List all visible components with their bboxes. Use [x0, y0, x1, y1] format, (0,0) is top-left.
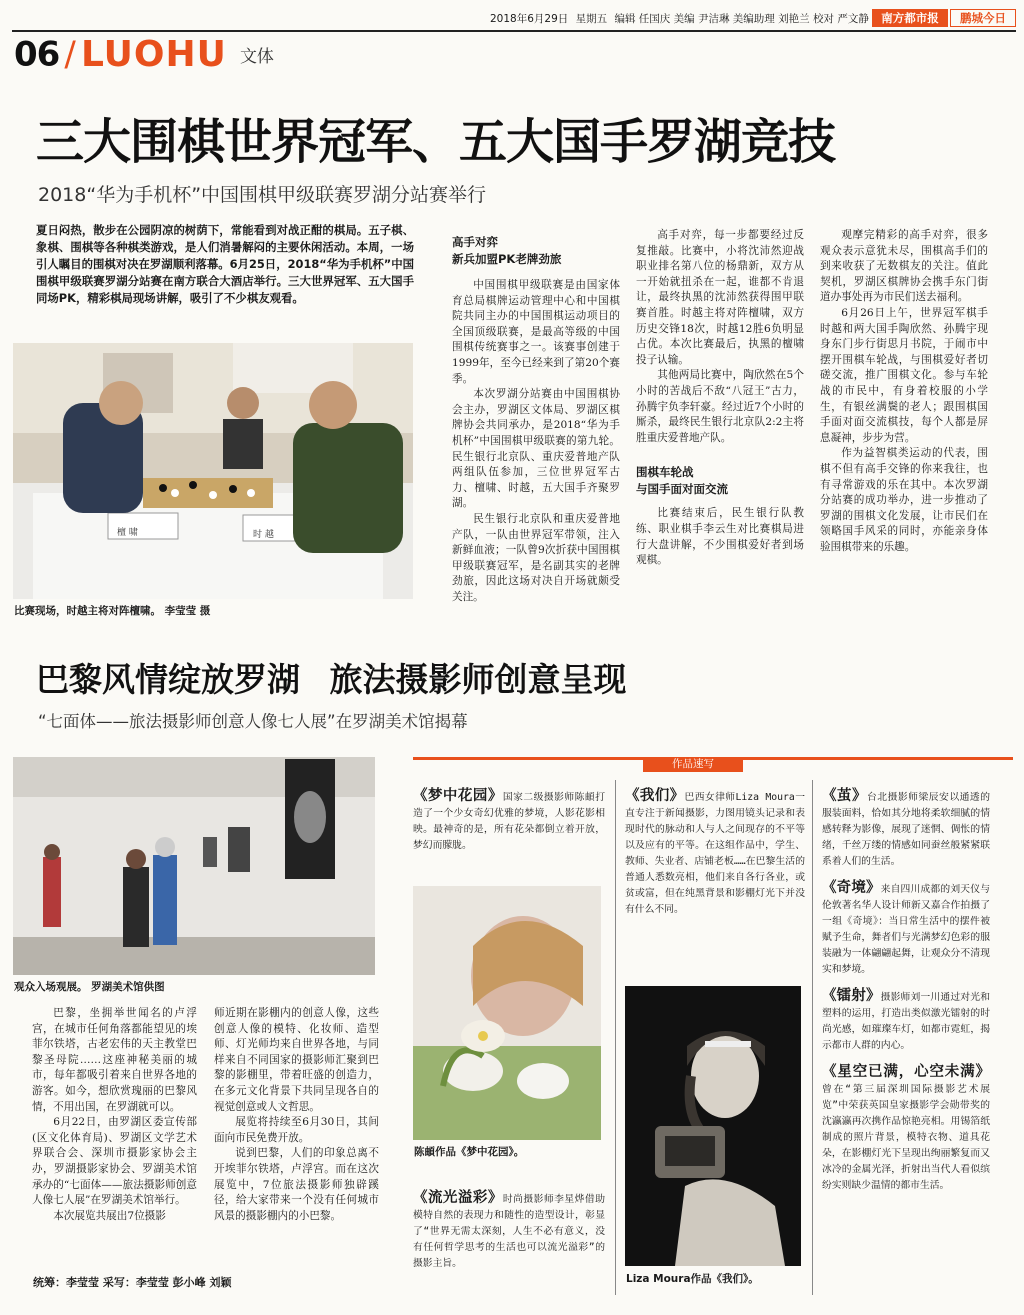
story2-subheadline: “七面体——旅法摄影师创意人像七人展”在罗湖美术馆揭幕	[38, 712, 468, 731]
section-subname: 文体	[239, 47, 274, 67]
us-photo	[625, 986, 801, 1266]
dream-garden-illustration	[413, 886, 601, 1140]
story2-col2	[214, 1006, 379, 1224]
story1-col4-p2: 6月26日上午，世界冠军棋手时越和两大国手陶欣然、孙腾宇现身东门步行街思月书院，于闹市中摆开围棋车轮战，与围棋爱好者切磋交流，推广围棋文化。参与车轮战的市民中，有身着校服的小学生，有银丝满鬓的老人；跟围棋国手面对面交流棋技，每个人都是屏息凝神，步步为营。	[820, 306, 988, 444]
story1-col2-p1: 中国围棋甲级联赛是由国家体育总局棋牌运动管理中心和中国棋院共同主办的中国围棋运动项目的全国顶级联赛，是最高等级的中国围棋传统赛事之一。该赛事创建于1999年，至今已经来到了第20个赛季。	[452, 279, 620, 385]
story1-col4	[820, 228, 988, 555]
works-banner-label: 作品速写	[672, 758, 714, 770]
subhead-b-line2: 与国手面对面交流	[636, 482, 728, 497]
story2-credits: 统筹：李莹莹 采写：李莹莹 彭小峰 刘颖	[33, 1276, 232, 1289]
work-flowing-light	[413, 1190, 605, 1272]
works-divider-1	[615, 780, 616, 1295]
paper-logo	[872, 9, 948, 27]
work-flowing-light-title: 《流光溢彩》	[413, 1190, 503, 1206]
work-cocoon	[822, 788, 990, 870]
works-banner	[643, 757, 743, 772]
story1-lead: 夏日闷热，散步在公园阴凉的树荫下，常能看到对战正酣的棋局。五子棋、象棋、围棋等各种棋类游戏，是人们消暑解闷的主要休闲活动。本周，一场引人瞩目的围棋对决在罗湖顺利落幕。6月25日，2018“华为手机杯”中国围棋甲级联赛罗湖分站赛在南方联合大酒店举行。三大世界冠军、五大国手同场PK，精彩棋局现场讲解，吸引了不少棋友观看。	[36, 223, 415, 305]
subhead-a-line2: 新兵加盟PK老牌劲旅	[452, 252, 562, 266]
work-starry-sky-desc: 曾在“第三届深圳国际摄影艺术展览”中荣获英国皇家摄影学会勋带奖的沈瀛瀛再次携作品惊艳亮相。用锡箔纸制成的照片背景，模特衣物、道具花朵，在影棚灯光下呈现出绚丽繁复而又冰冷的金属光泽，折射出当代人看似缤纷实则缺少温情的都市生活。	[822, 1084, 990, 1191]
gallery-photo	[13, 757, 375, 975]
work-cocoon-desc: 台北摄影师梁辰安以通透的服装面料，恰如其分地将柔软细腻的情感转释为影像，展现了迷惘、倜怅的情绪，千丝万缕的情感如同蚕丝般紧紧联系着人们的生活。	[822, 792, 991, 867]
go-photo-caption: 比赛现场，时越主将对阵檀啸。 李莹莹 摄	[14, 605, 211, 617]
story1-col3-p1: 高手对弈，每一步都要经过反复推敲。比赛中，小将沈沛然迎战职业排名第八位的杨鼎新，双方从一开始就扭杀在一起，谁都不肯退让，最终执黑的沈沛然获得围甲联赛首胜。时越主将对阵檀啸，双方历史交锋18次，时越12胜6负明显占优。本次比赛最后，执黑的檀啸投子认输。	[636, 229, 804, 366]
work-us-title: 《我们》	[625, 788, 685, 804]
story1-col3-p3: 比赛结束后，民生银行队教练、职业棋手李云生对比赛棋局进行大盘讲解，不少围棋爱好者到场观棋。	[636, 507, 804, 567]
work-wonderland	[822, 880, 990, 978]
story2-p1: 巴黎，坐拥举世闻名的卢浮宫，在城市任何角落都能望见的埃菲尔铁塔，古老宏伟的天主教堂巴黎圣母院……这座神秘美丽的城市，每年都吸引着来自世界各地的游客。如今，想欣赏瑰丽的巴黎风情，不用出国，在罗湖就可以。	[32, 1007, 197, 1113]
section-slash: /	[64, 34, 76, 75]
gallery-illustration	[13, 757, 375, 975]
page-number: 06	[14, 34, 60, 75]
dream-garden-photo	[413, 886, 601, 1140]
work-flowing-light-desc: 时尚摄影师李星烨借助模特自然的表现力和随性的造型设计，彰显了“世界无需太深刻，人生不必有意义，没有任何哲学思考的生活也可以流光溢彩”的摄影主旨。	[413, 1194, 605, 1269]
paper-name: 南方都市报	[881, 11, 939, 25]
work-us	[625, 788, 805, 918]
us-caption: Liza Moura作品《我们》。	[626, 1273, 759, 1285]
section-header	[14, 34, 274, 78]
story1-col2	[452, 234, 620, 605]
story1-headline: 三大围棋世界冠军、五大国手罗湖竞技	[36, 114, 836, 170]
story1-subheadline: 2018“华为手机杯”中国围棋甲级联赛罗湖分站赛举行	[38, 184, 487, 206]
edition-logo	[950, 9, 1016, 27]
masthead-info	[490, 11, 869, 26]
story2-headline: 巴黎风情绽放罗湖 旅法摄影师创意呈现	[36, 660, 627, 699]
section-name: LUOHU	[80, 34, 227, 75]
work-starry-sky-title: 《星空已满，心空未满》	[822, 1064, 990, 1080]
work-us-desc: 巴西女律师Liza Moura一直专注于新闻摄影，力图用镜头记录和表现时代的脉动和人与人之间现存的不平等以及应有的平等。在这组作品中，学生、教师、失业者、店铺老板……在巴黎生活的普通人悉数亮相，他们来自各行各业，或贫或富，但在纯黑背景和影棚灯光下并没有什么不同。	[625, 792, 806, 915]
work-wonderland-desc: 来自四川成都的刘天仪与伦敦著名华人设计师新又嘉合作拍摄了一组《奇境》：当日常生活中的摆件被赋予生命，舞者们与光满梦幻色彩的服装融为一体翩翩起舞，让观众分不清现实和梦境。	[822, 884, 991, 975]
story1-col3	[636, 228, 804, 569]
go-match-illustration	[13, 343, 413, 599]
work-laser	[822, 988, 990, 1054]
us-illustration	[625, 986, 801, 1266]
work-cocoon-title: 《茧》	[822, 788, 867, 804]
story1-col4-p3: 作为益智棋类运动的代表，围棋不但有高手交锋的你来我往，也有寻常游戏的乐在其中。本次罗湖分站赛的成功举办，进一步推动了罗湖的围棋文化发展，让市民们在领略国手风采的同时，亦能亲身体验围棋带来的乐趣。	[820, 447, 988, 553]
edition-name: 鹏城今日	[960, 11, 1006, 25]
story1-col2-p2: 本次罗湖分站赛由中国围棋协会主办，罗湖区文体局、罗湖区棋牌协会共同承办，是2018“华为手机杯”中国围棋甲级联赛的第九轮。民生银行北京队、重庆爱普地产队两组队伍参加，三位世界冠军古力、檀啸、时越，五大国手齐聚罗湖。	[452, 388, 620, 510]
work-laser-title: 《镭射》	[822, 988, 881, 1004]
nameplate-left: 檀 啸	[117, 528, 138, 538]
story2-p5: 展览将持续至6月30日，其间面向市民免费开放。	[214, 1116, 379, 1144]
work-starry-sky	[822, 1064, 990, 1194]
subhead-b-line1: 围棋车轮战	[636, 465, 694, 480]
masthead-bar	[0, 6, 1024, 30]
works-divider-2	[812, 780, 813, 1295]
story2-col1	[32, 1006, 197, 1224]
story1-col3-p2: 其他两局比赛中，陶欣然在5个小时的苦战后不敌“八冠王”古力，孙腾宇负李轩豪。经过近7个小时的厮杀，最终民生银行北京队2:2主将胜重庆爱普地产队。	[636, 369, 804, 444]
subhead-a-line1: 高手对弈	[452, 235, 498, 249]
works-col3	[822, 788, 990, 1194]
story1-col4-p1: 观摩完精彩的高手对弈，很多观众表示意犹未尽，围棋高手们的到来收获了无数棋友的关注。值此契机，罗湖区棋牌协会携手东门街道办事处再为市民们送去福利。	[820, 229, 988, 304]
story2-p4: 师近期在影棚内的创意人像，这些创意人像的模特、化妆师、造型师、灯光师均来自世界各地，与同样来自不同国家的摄影师汇聚到巴黎的影棚里，带着旺盛的创造力，在多元文化背景下共同呈现各自的视觉创意或人文哲思。	[214, 1007, 379, 1113]
work-dream-garden-desc: 国家二级摄影师陈頔打造了一个少女奇幻优雅的梦境，人影花影相映。最神奇的是，所有花朵都倒立着开放，梦幻而朦胧。	[413, 792, 605, 851]
story2-p2: 6月22日，由罗湖区委宣传部(区文化体育局)、罗湖区文学艺术界联合会、深圳市摄影家协会主办，罗湖摄影家协会、罗湖美术馆承办的“七面体——旅法摄影师创意人像七人展”在罗湖美术馆举行。	[32, 1116, 197, 1207]
dream-garden-caption: 陈頔作品《梦中花园》。	[414, 1146, 525, 1158]
issue-weekday: 星期五	[575, 13, 608, 25]
work-wonderland-title: 《奇境》	[822, 880, 881, 896]
masthead-rule	[12, 30, 1016, 32]
story2-p6: 说到巴黎，人们的印象总离不开埃菲尔铁塔，卢浮宫。而在这次展览中，7位旅法摄影师独辟蹊径，给大家带来一个没有任何城市风景的摄影棚内的小巴黎。	[214, 1147, 379, 1222]
story1-col2-p3: 民生银行北京队和重庆爱普地产队，一队由世界冠军带领，注入新鲜血液；一队曾9次折获中国围棋甲级联赛冠军，是名副其实的老牌劲旅，因此这场对决自开场就颇受关注。	[452, 512, 620, 603]
work-laser-desc: 摄影师刘一川通过对光和塑料的运用，打造出类似激光镭射的时尚光感，如璀璨车灯，如都市霓虹，揭示都市人群的内心。	[822, 992, 991, 1051]
work-dream-garden	[413, 788, 605, 854]
story2-p3: 本次展览共展出7位摄影	[53, 1209, 166, 1222]
nameplate-right: 时 越	[253, 530, 274, 540]
work-dream-garden-title: 《梦中花园》	[413, 788, 503, 804]
gallery-photo-caption: 观众入场观展。 罗湖美术馆供图	[14, 981, 165, 993]
editor-credits: 编辑 任国庆 美编 尹洁琳 美编助理 刘艳兰 校对 严文静	[614, 13, 869, 25]
issue-date: 2018年6月29日	[490, 13, 569, 25]
go-match-photo	[13, 343, 413, 599]
